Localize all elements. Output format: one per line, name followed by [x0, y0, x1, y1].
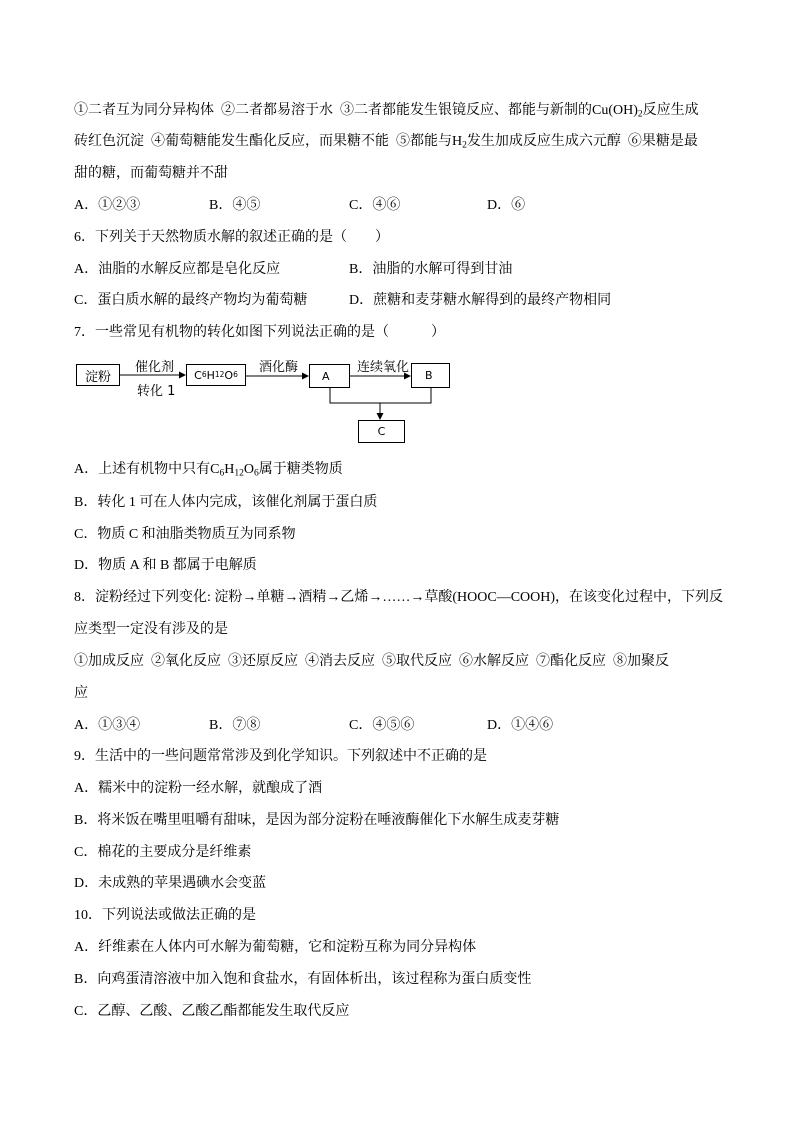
diagram-label-conversion-1: 转化 1: [137, 384, 176, 399]
diagram-label-enzyme: 酒化酶: [259, 360, 299, 375]
q7-option-a-sub-o: 6: [253, 468, 259, 479]
q6-option-b: B．油脂的水解可得到甘油: [349, 262, 513, 277]
q5-line1-text-b: 反应生成: [642, 103, 699, 118]
formula-o: O: [224, 368, 234, 382]
diagram-box-glucose: C 6 H 12 O 6: [186, 364, 246, 386]
q6-option-c: C．蛋白质水解的最终产物均为葡萄糖: [74, 293, 308, 308]
diagram-label-oxidation: 连续氧化: [357, 360, 410, 375]
q10-option-a: A．纤维素在人体内可水解为葡萄糖，它和淀粉互称为同分异构体: [74, 940, 477, 955]
q10-option-c: C．乙醇、乙酸、乙酸乙酯都能发生取代反应: [74, 1004, 350, 1019]
q6-stem: 6．下列关于天然物质水解的叙述正确的是（ ）: [74, 230, 389, 245]
q7-stem: 7．一些常见有机物的转化如图下列说法正确的是（ ）: [74, 325, 445, 340]
q9-option-b: B．将米饭在嘴里咀嚼有甜味，是因为部分淀粉在唾液酶催化下水解生成麦芽糖: [74, 813, 560, 828]
connector-a-b-join: [330, 388, 431, 403]
q8-option-d: D．①④⑥: [487, 718, 554, 733]
q8-option-c: C．④⑤⑥: [349, 718, 415, 733]
diagram-box-starch: 淀粉: [76, 364, 120, 386]
q10-stem: 10．下列说法或做法正确的是: [74, 908, 256, 923]
q8-option-b: B．⑦⑧: [209, 718, 261, 733]
q9-stem: 9．生活中的一些问题常常涉及到化学知识。下列叙述中不正确的是: [74, 749, 487, 764]
q7-option-a-tail: 属于糖类物质: [258, 462, 343, 477]
q5-line1-text-a: ①二者互为同分异构体 ②二者都易溶于水 ③二者都能发生银镜反应、都能与新制的Cu(OH): [74, 103, 638, 118]
q7-option-a: [74, 460, 343, 480]
q7-option-a-sub-c: 6: [219, 468, 225, 479]
diagram-box-a: A: [309, 364, 350, 388]
q8-reaction-list-line-2: 应: [74, 686, 88, 701]
q9-option-a: A．糯米中的淀粉一经水解，就酿成了酒: [74, 781, 323, 796]
q5-line2-subscript: 2: [462, 140, 467, 151]
q7-option-a-sub-h: 12: [234, 468, 244, 479]
diagram-label-catalyst: 催化剂: [135, 360, 175, 375]
q6-option-a: A．油脂的水解反应都是皂化反应: [74, 262, 281, 277]
q5-line2-text-a: 砖红色沉淀 ④葡萄糖能发生酯化反应，而果糖不能 ⑤都能与H: [74, 134, 463, 149]
q5-option-d: D．⑥: [487, 198, 526, 213]
q5-statements-line-3: 甜的糖，而葡萄糖并不甜: [74, 166, 228, 181]
q8-stem-line-2: 应类型一定没有涉及的是: [74, 622, 228, 637]
q5-option-b: B．④⑤: [209, 198, 261, 213]
q10-option-b: B．向鸡蛋清溶液中加入饱和食盐水，有固体析出，该过程称为蛋白质变性: [74, 972, 532, 987]
diagram-box-c: C: [358, 420, 405, 443]
q5-option-a: A．①②③: [74, 198, 141, 213]
q9-option-d: D．未成熟的苹果遇碘水会变蓝: [74, 876, 267, 891]
q8-stem-line-1: 8．淀粉经过下列变化: 淀粉→单糖→酒精→乙烯→……→草酸(HOOC—COOH)，在该变化过程中，下列反: [74, 590, 724, 605]
q5-statements-line-1: [74, 101, 699, 121]
q7-option-a-h: H: [224, 462, 235, 477]
q5-line2-text-b: 发生加成反应生成六元醇 ⑥果糖是最: [466, 134, 698, 149]
q7-option-a-text: A．上述有机物中只有C: [74, 462, 220, 477]
q8-option-a: A．①③④: [74, 718, 141, 733]
q8-reaction-list-line-1: ①加成反应 ②氧化反应 ③还原反应 ④消去反应 ⑤取代反应 ⑥水解反应 ⑦酯化反应 ⑧加聚反: [74, 654, 669, 669]
q5-statements-line-2: [74, 132, 698, 152]
q9-option-c: C．棉花的主要成分是纤维素: [74, 845, 252, 860]
q5-option-c: C．④⑥: [349, 198, 401, 213]
diagram-box-b: B: [411, 363, 450, 388]
formula-c: C: [194, 368, 202, 382]
q6-option-d: D．蔗糖和麦芽糖水解得到的最终产物相同: [349, 293, 612, 308]
formula-h: H: [206, 368, 215, 382]
q7-option-d: D．物质 A 和 B 都属于电解质: [74, 558, 257, 573]
q7-option-a-o: O: [243, 462, 254, 477]
q7-option-c: C．物质 C 和油脂类物质互为同系物: [74, 527, 296, 542]
q5-line1-subscript: 2: [637, 109, 643, 120]
q7-option-b: B．转化 1 可在人体内完成，该催化剂属于蛋白质: [74, 495, 378, 510]
